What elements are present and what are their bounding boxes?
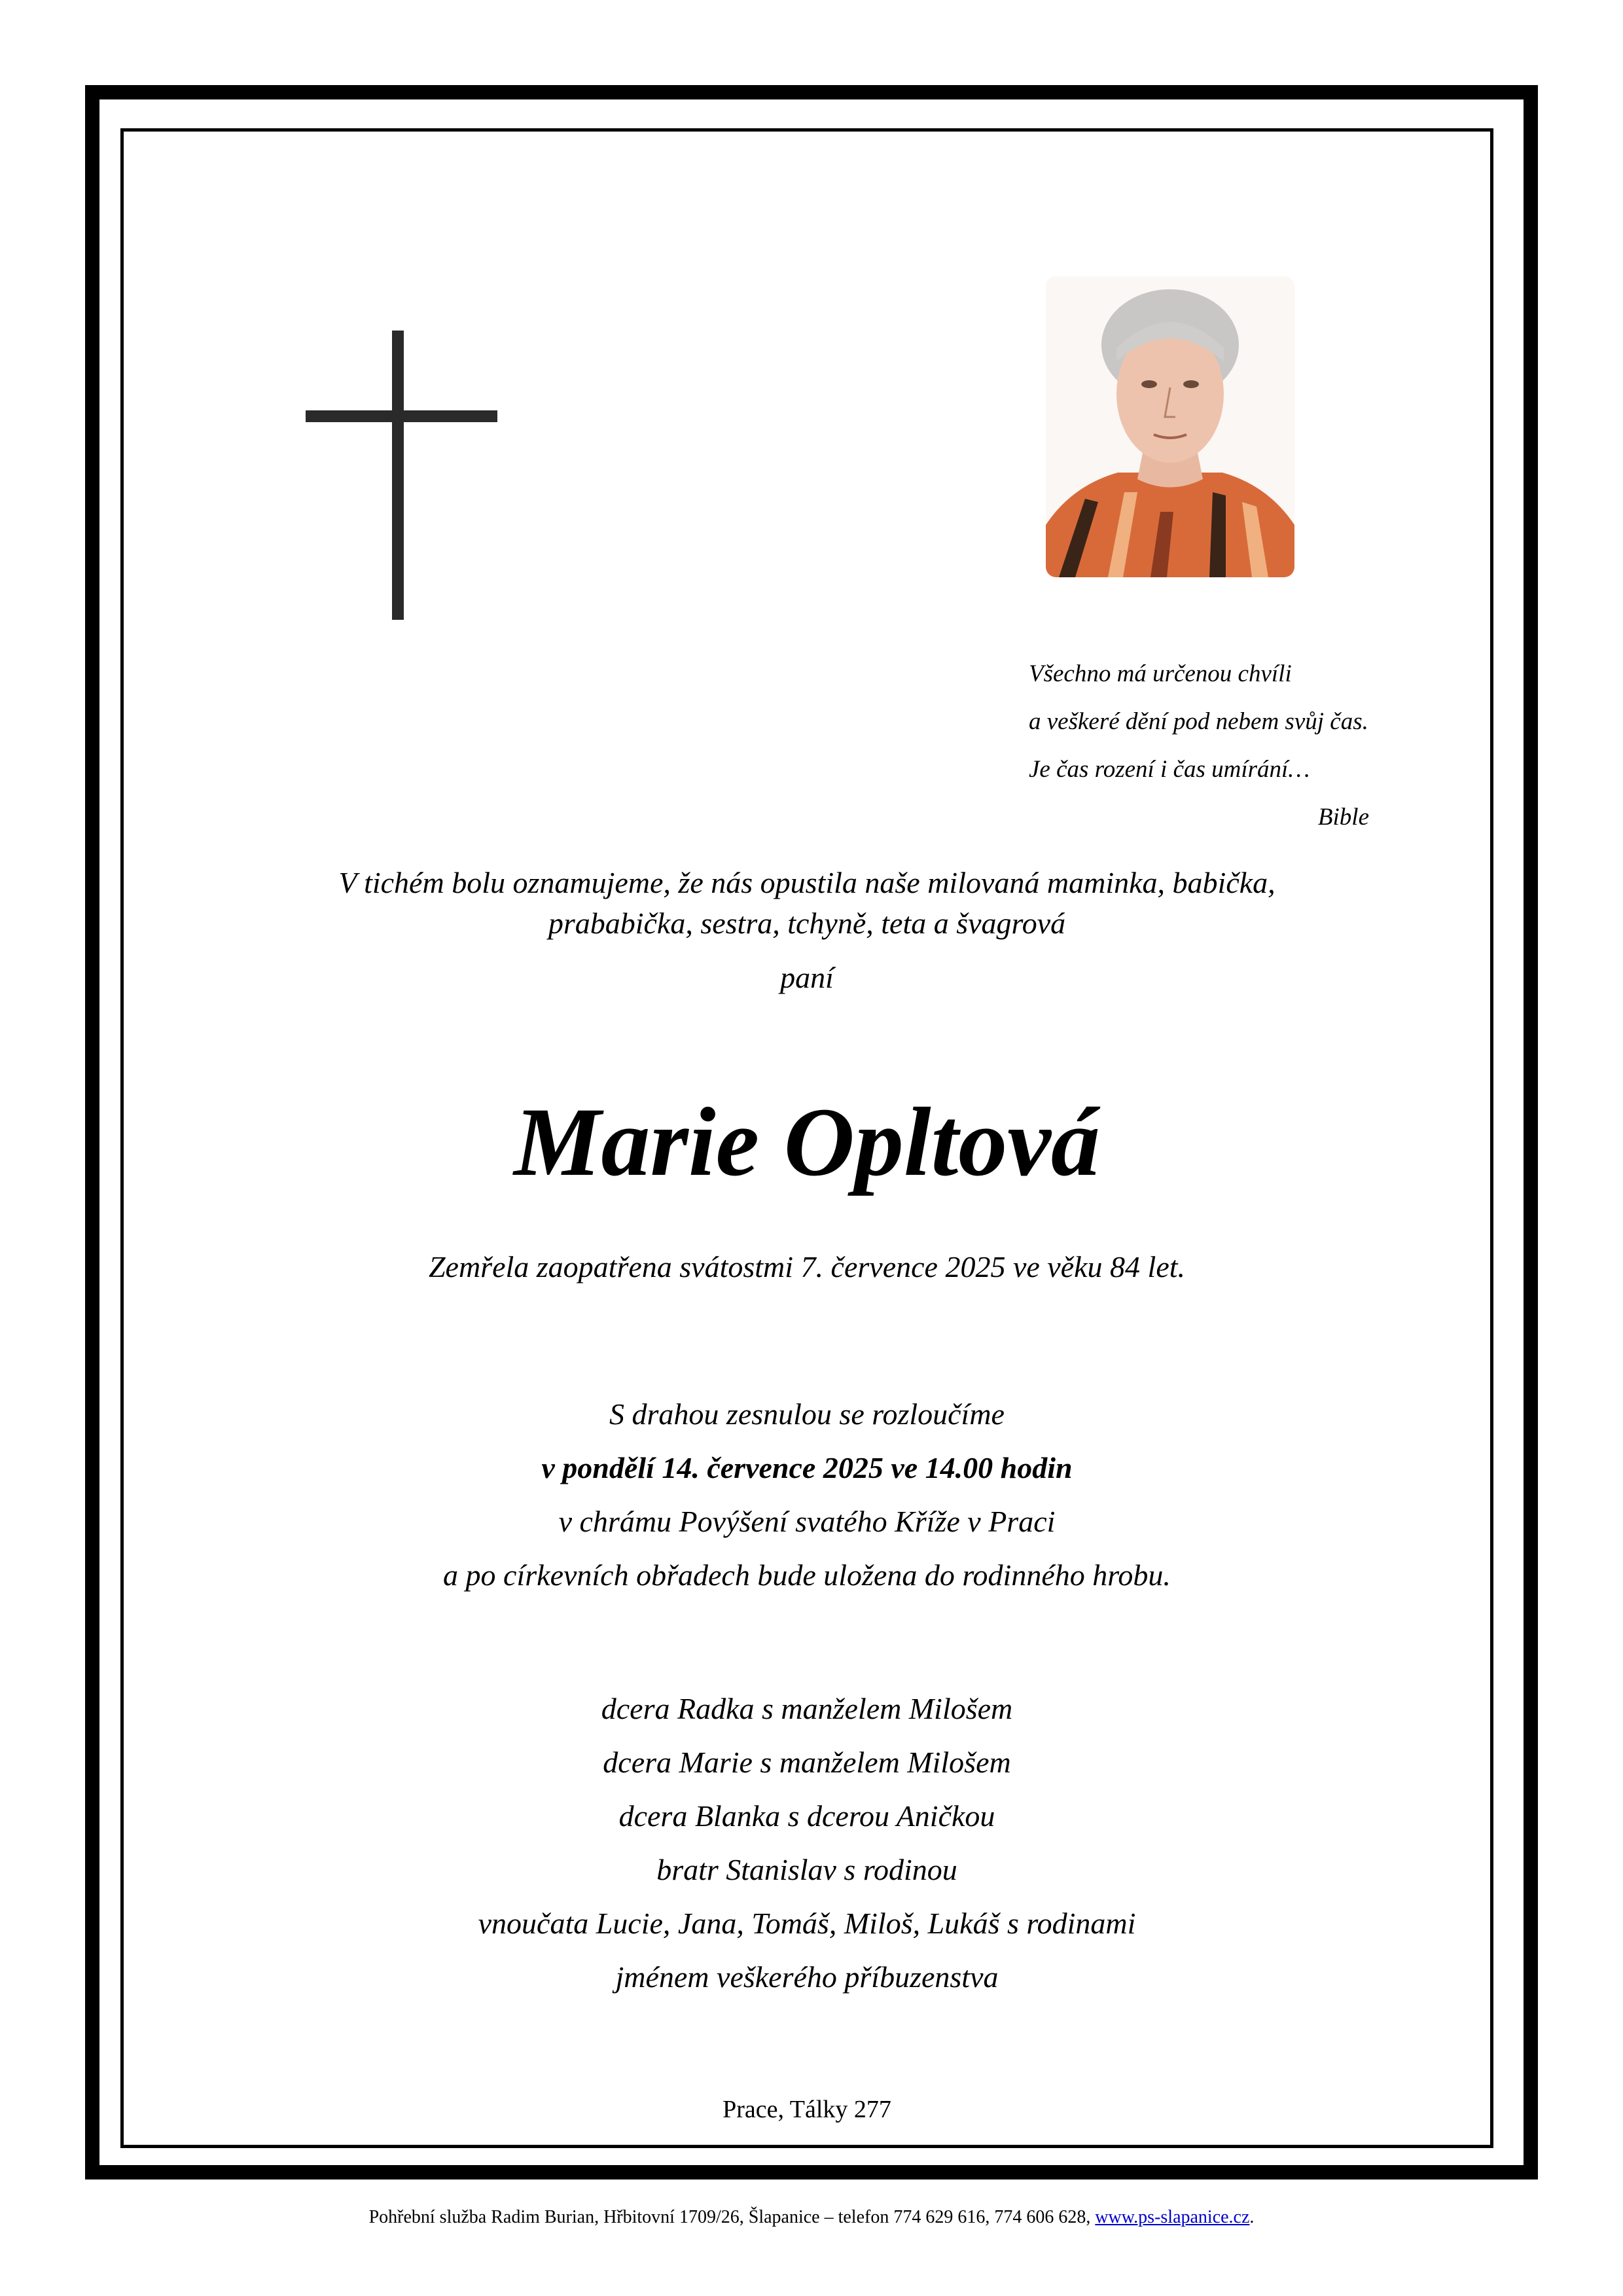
mourner-line: vnoučata Lucie, Jana, Tomáš, Miloš, Lukáš s rodinami: [478, 1907, 1136, 1940]
quote-source: Bible: [1317, 804, 1369, 831]
footer-website-link[interactable]: www.ps-slapanice.cz: [1095, 2207, 1250, 2227]
announcement-line: prababička, sestra, tchyně, teta a švagrová: [548, 906, 1066, 940]
quote-line: Je čas rození i čas umírání…: [1029, 756, 1310, 783]
quote-line: Všechno má určenou chvíli: [1029, 660, 1292, 687]
family-address: Prace, Tálky 277: [722, 2096, 891, 2123]
cross-vertical-bar: [392, 331, 404, 620]
mourner-line: dcera Radka s manželem Milošem: [601, 1692, 1013, 1725]
title-pani: paní: [780, 961, 834, 994]
footer: [0, 2204, 1623, 2231]
mourner-line: jménem veškerého příbuzenstva: [615, 1960, 999, 1994]
mourner-line: bratr Stanislav s rodinou: [656, 1853, 957, 1886]
portrait-photo: [1046, 276, 1294, 577]
ceremony-place: v chrámu Povýšení svatého Kříže v Praci: [558, 1505, 1056, 1538]
mourners-list: [120, 1682, 1493, 2004]
announcement-line: V tichém bolu oznamujeme, že nás opustila naše milovaná maminka, babička,: [338, 866, 1275, 899]
ceremony-burial: a po církevních obřadech bude uložena do rodinného hrobu.: [443, 1558, 1171, 1592]
death-note: Zemřela zaopatřena svátostmi 7. července 2025 ve věku 84 let.: [428, 1250, 1186, 1283]
bible-quote: [1029, 650, 1448, 841]
ceremony-details: [120, 1388, 1493, 1602]
footer-text: Pohřební služba Radim Burian, Hřbitovní 1709/26, Šlapanice – telefon 774 629 616, 774 606 628,: [368, 2207, 1091, 2227]
ceremony-intro: S drahou zesnulou se rozloučíme: [609, 1397, 1005, 1431]
announcement: [120, 863, 1493, 944]
deceased-name: Marie Opltová: [514, 1088, 1100, 1196]
mourner-line: dcera Marie s manželem Milošem: [603, 1746, 1011, 1779]
cross-horizontal-bar: [306, 410, 497, 422]
quote-line: a veškeré dění pod nebem svůj čas.: [1029, 708, 1368, 735]
mourner-line: dcera Blanka s dcerou Aničkou: [618, 1799, 995, 1833]
footer-period: .: [1249, 2207, 1255, 2227]
ceremony-datetime: v pondělí 14. července 2025 ve 14.00 hodin: [541, 1451, 1073, 1484]
